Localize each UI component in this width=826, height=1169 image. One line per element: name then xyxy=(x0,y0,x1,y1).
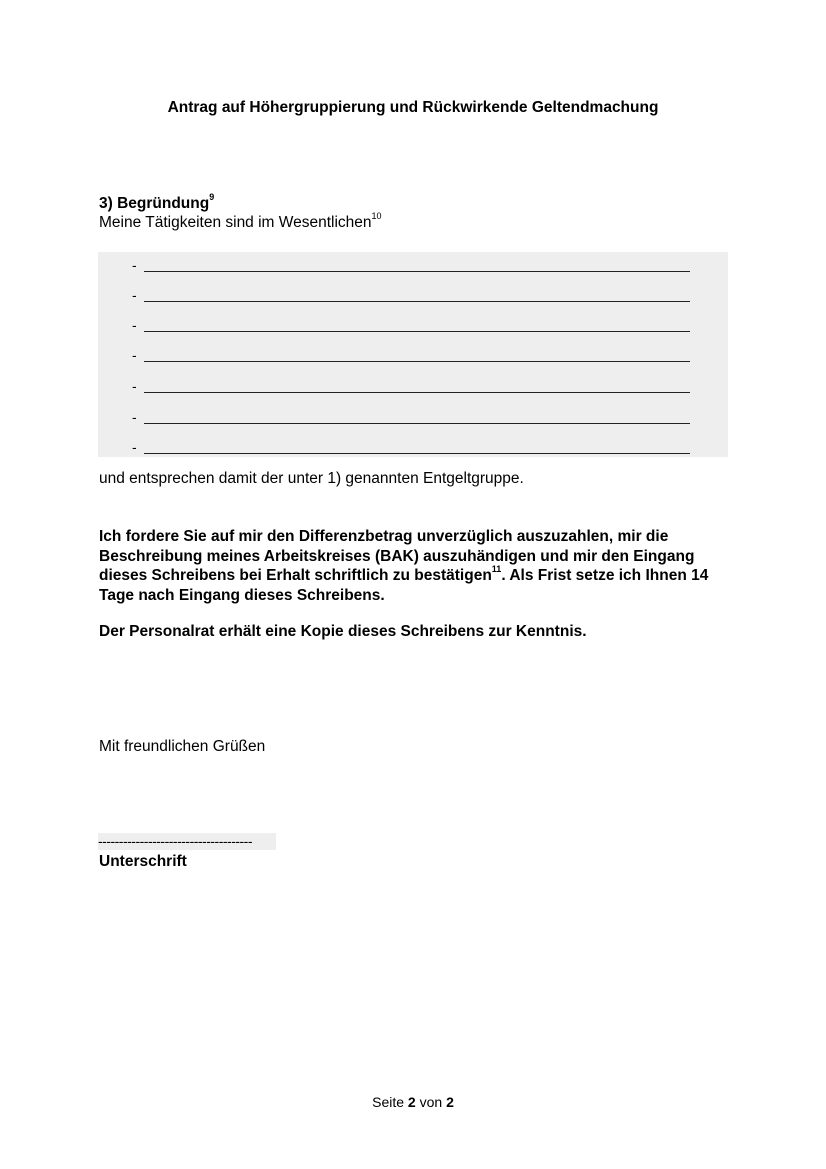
current-page-number: 2 xyxy=(407,1094,416,1110)
activity-line[interactable] xyxy=(132,286,690,304)
footnote-marker[interactable]: 10 xyxy=(371,210,382,221)
bullet-dash: - xyxy=(132,409,137,425)
total-pages-number: 2 xyxy=(446,1094,454,1110)
after-lines-text: und entsprechen damit der unter 1) genannten Entgeltgruppe. xyxy=(99,470,524,487)
blank-line[interactable] xyxy=(144,422,690,424)
footer-prefix: Seite xyxy=(372,1094,405,1110)
bullet-dash: - xyxy=(132,257,137,273)
bullet-dash: - xyxy=(132,378,137,394)
activity-lines-field[interactable] xyxy=(98,252,728,457)
blank-line[interactable] xyxy=(144,300,690,302)
bullet-dash: - xyxy=(132,317,137,333)
copy-note: Der Personalrat erhält eine Kopie dieses Schreibens zur Kenntnis. xyxy=(99,623,587,640)
demand-paragraph xyxy=(99,527,739,605)
closing-greeting: Mit freundlichen Grüßen xyxy=(99,738,266,755)
activity-line[interactable] xyxy=(132,438,690,456)
footnote-marker[interactable]: 9 xyxy=(209,191,215,202)
signature-field[interactable]: ------------------------------------- xyxy=(98,833,276,850)
intro-text xyxy=(99,210,382,232)
bullet-dash: - xyxy=(132,347,137,363)
bullet-dash: - xyxy=(132,287,137,303)
blank-line[interactable] xyxy=(144,360,690,362)
activity-line[interactable] xyxy=(132,256,690,274)
footnote-marker[interactable]: 11 xyxy=(491,563,502,574)
footer-separator: von xyxy=(419,1094,443,1110)
blank-line[interactable] xyxy=(144,452,690,454)
activity-line[interactable] xyxy=(132,346,690,364)
demand-text-part2: . Als Frist setze ich Ihnen 14 Tage nach Eingang dieses Schreibens. xyxy=(99,567,709,604)
page-footer xyxy=(0,1093,826,1111)
blank-line[interactable] xyxy=(144,391,690,393)
section-heading xyxy=(99,191,215,213)
blank-line[interactable] xyxy=(144,270,690,272)
blank-line[interactable] xyxy=(144,330,690,332)
intro-text-content: Meine Tätigkeiten sind im Wesentlichen xyxy=(99,214,372,231)
activity-line[interactable] xyxy=(132,377,690,395)
document-title: Antrag auf Höhergruppierung und Rückwirkende Geltendmachung xyxy=(167,99,659,116)
activity-line[interactable] xyxy=(132,408,690,426)
bullet-dash: - xyxy=(132,439,137,455)
section-heading-text: 3) Begründung xyxy=(99,195,210,212)
demand-text-part1: Ich fordere Sie auf mir den Differenzbetrag unverzüglich auszuzahlen, mir die Beschreibung meines Arbeitskreises (BAK) auszuhändigen und mir den Eingang dieses Schreibens bei Erhalt schriftlich zu bestätigen xyxy=(99,528,695,584)
signature-label: Unterschrift xyxy=(99,853,187,870)
activity-line[interactable] xyxy=(132,316,690,334)
